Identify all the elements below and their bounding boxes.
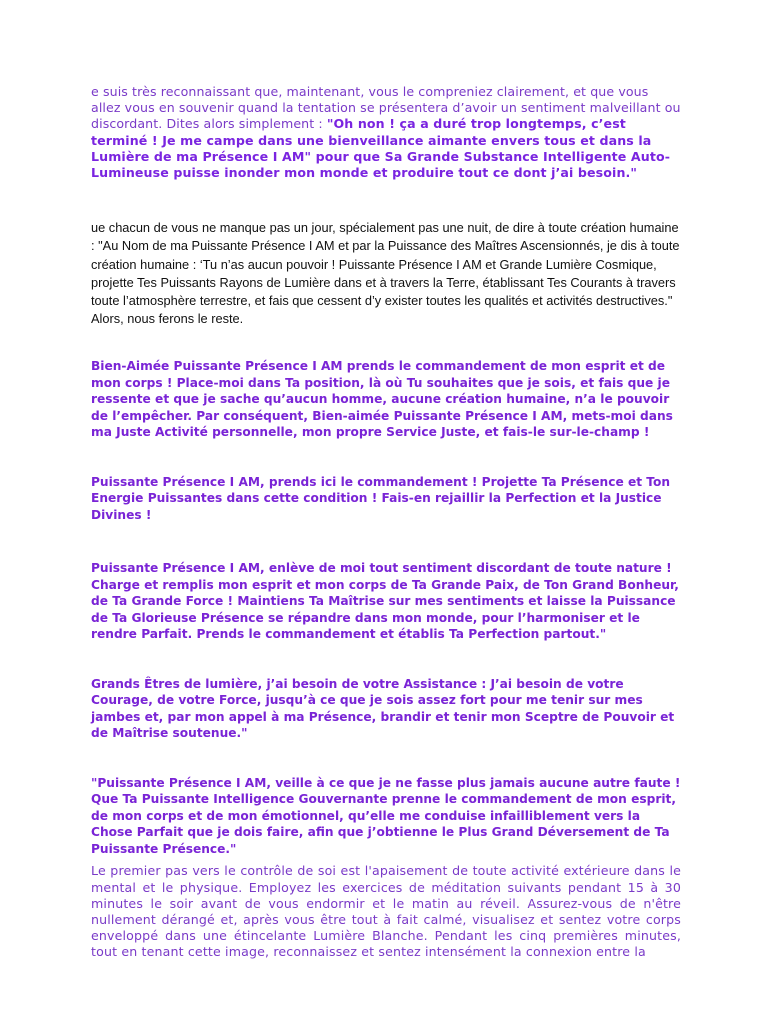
- decree-remove-discord: Puissante Présence I AM, enlève de moi tout sentiment discordant de toute nature ! Charge et remplis mon esprit et mon corps de Ta Grande Paix, de Ton Grand Bonheur, de Ta Grande Force ! Maintiens Ta Maîtrise sur mes sentiments et laisse la Puissance de Ta Glorieuse Présence se répandre dans mon monde, pour l’harmoniser et le rendre Parfait. Prends le commandement et établis Ta Perfection partout.": [91, 561, 679, 642]
- paragraph-meditation: Le premier pas vers le contrôle de soi est l'apaisement de toute activité extérieure dans le mental et le physique. Employez les exercices de méditation suivants pendant 15 à 30 minutes le soir avant de vous endormir et le matin au réveil. Assurez-vous de n'être nullement dérangé et, après vous être tout à fait calmé, visualisez et sentez votre corps enveloppé dans une étincelante Lumière Blanche. Pendant les cinq premières minutes, tout en tenant cette image, reconnaissez et sentez intensément la connexion entre la: [91, 863, 681, 960]
- decree-take-command: Puissante Présence I AM, prends ici le commandement ! Projette Ta Présence et Ton Energie Puissantes dans cette condition ! Fais-en rejaillir la Perfection et la Justice Divines !: [91, 474, 671, 522]
- paragraph-intro-text: e suis très reconnaissant que, maintenant, vous le compreniez clairement, et que vous allez vous en souvenir quand la tentation se présentera d’avoir un sentiment malveillant ou discordant. Dites alors simplement :: [91, 84, 681, 132]
- paragraph-intro: [91, 84, 681, 181]
- decree-no-more-faults: "Puissante Présence I AM, veille à ce que je ne fasse plus jamais aucune autre faute ! Que Ta Puissante Intelligence Gouvernante prenne le commandement de mon esprit, de mon corps et de mon émotionnel, qu’elle me conduise infailliblement vers la Chose Parfait que je dois faire, afin que j’obtienne le Plus Grand Déversement de Ta Puissante Présence.": [91, 775, 681, 856]
- document-page: [91, 84, 681, 961]
- decree-command-mind-body: Bien-Aimée Puissante Présence I AM prends le commandement de mon esprit et de mon corps ! Place-moi dans Ta position, là où Tu souhaites que je sois, et fais que je ressente et que je sache qu’aucun homme, aucune création humaine, n’a le pouvoir de l’empêcher. Par conséquent, Bien-aimée Puissante Présence I AM, mets-moi dans ma Juste Activité personnelle, mon propre Service Juste, et fais-le sur-le-champ !: [91, 359, 673, 440]
- paragraph-intro-quote: "Oh non ! ça a duré trop longtemps, c’est terminé ! Je me campe dans une bienveillance aimante envers tous et dans la Lumière de ma Présence I AM" pour que Sa Grande Substance Intelligente Auto-Lumineuse puisse inonder mon monde et produire tout ce dont j’ai besoin.": [91, 116, 671, 181]
- decree-great-beings: Grands Êtres de lumière, j’ai besoin de votre Assistance : J’ai besoin de votre Courage, de votre Force, jusqu’à ce que je sois assez fort pour me tenir sur mes jambes et, par mon appel à ma Présence, brandir et tenir mon Sceptre de Pouvoir et de Maîtrise soutenue.": [91, 676, 675, 741]
- paragraph-instruction: ue chacun de vous ne manque pas un jour, spécialement pas une nuit, de dire à toute création humaine : "Au Nom de ma Puissante Présence I AM et par la Puissance des Maîtres Ascensionnés, je dis à toute création humaine : ‘Tu n’as aucun pouvoir ! Puissante Présence I AM et Grande Lumière Cosmique, projette Tes Puissants Rayons de Lumière dans et à travers la Terre, établissant Tes Courants à travers toute l’atmosphère terrestre, et fais que cessent d’y exister toutes les qualités et activités destructives." Alors, nous ferons le reste.: [91, 220, 680, 327]
